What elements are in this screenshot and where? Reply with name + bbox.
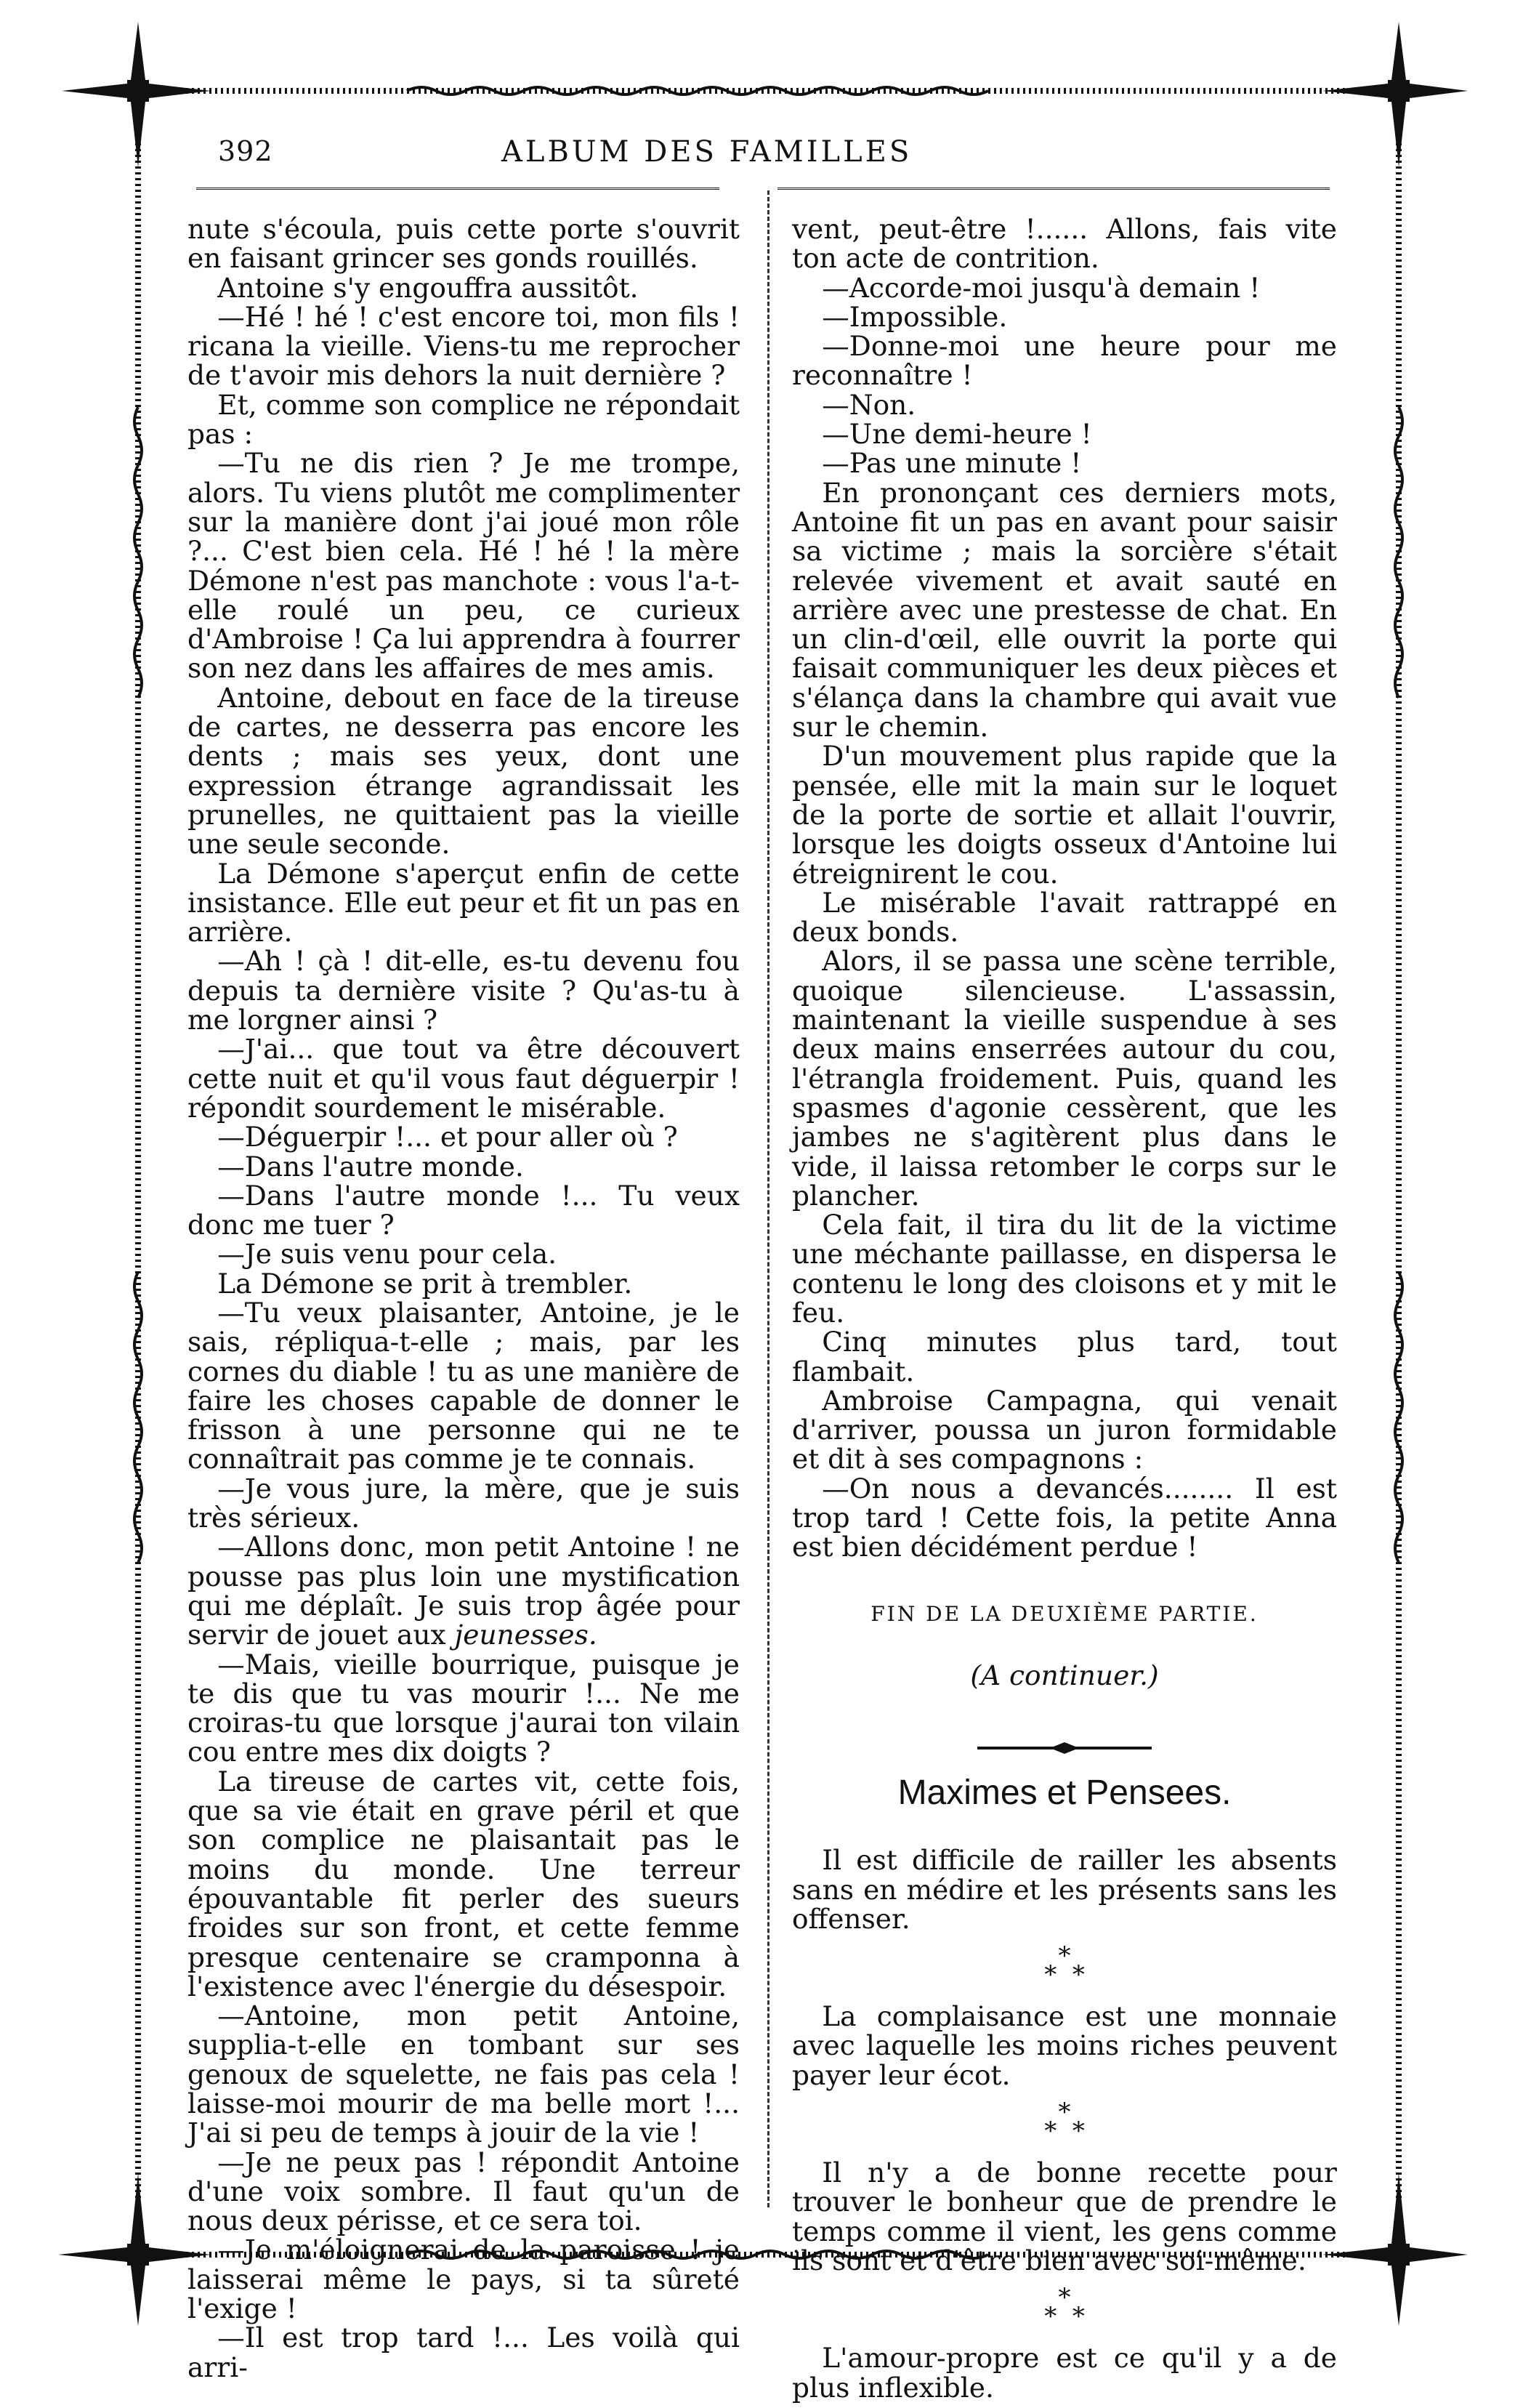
section-title: Maximes et Pensees. [897, 1773, 1232, 1813]
maxim: L'amour-propre est ce qu'il y a de plus inflexible. [792, 2342, 1337, 2404]
paragraph: Ambroise Campagna, qui venait d'arriver, poussa un juron formidable et dit à ses compagnons : [792, 1384, 1337, 1475]
paragraph: —Une demi-heure ! [822, 418, 1092, 451]
paragraph: —Tu veux plaisanter, Antoine, je le sais, répliqua-t-elle ; mais, par les cornes du diable ! tu as une manière de faire les choses capable de donner le frisson à une personne qui ne te connaîtrait pas comme je te connais. [187, 1296, 740, 1475]
page-number: 392 [218, 135, 273, 167]
paragraph: —Donne-moi une heure pour me reconnaître ! [792, 330, 1337, 392]
paragraph: La Démone s'aperçut enfin de cette insistance. Elle eut peur et fit un pas en arrière. [187, 857, 740, 949]
paragraph: Cinq minutes plus tard, tout flambait. [792, 1326, 1337, 1388]
asterism [792, 1941, 1337, 1990]
asterism-star: * [1058, 2283, 1071, 2313]
paragraph: —Ah ! çà ! dit-elle, es-tu devenu fou depuis ta dernière visite ? Qu'as-tu à me lorgner ainsi ? [187, 945, 740, 1036]
paragraph: —Impossible. [822, 300, 1008, 333]
paragraph: Antoine s'y engouffra aussitôt. [217, 271, 639, 304]
right-column [792, 214, 1337, 2408]
paragraph-text: —Allons donc, mon petit Antoine ! ne pousse pas plus loin une mystification qui me déplaît. Je suis trop âgée pour servir de jouet aux [187, 1531, 740, 1651]
left-column [187, 214, 740, 2382]
paragraph: —Dans l'autre monde !... Tu veux donc me tuer ? [187, 1179, 740, 1241]
paragraph: —Déguerpir !... et pour aller où ? [217, 1121, 678, 1153]
running-title: ALBUM DES FAMILLES [501, 135, 913, 169]
paragraph: —Je ne peux pas ! répondit Antoine d'une voix sombre. Il faut qu'un de nous deux périsse, et ce sera toi. [187, 2146, 740, 2237]
paragraph: vent, peut-être !...... Allons, fais vite ton acte de contrition. [792, 213, 1337, 275]
paragraph: —Dans l'autre monde. [217, 1150, 524, 1183]
to-be-continued: (A continuer.) [970, 1659, 1159, 1691]
maxim: Il est difficile de railler les absents sans en médire et les présents sans les offenser. [792, 1844, 1337, 1935]
paragraph: Alors, il se passa une scène terrible, quoique silencieuse. L'assassin, maintenant la vieille suspendue à ses deux mains enserrées autour du cou, l'étrangla froidement. Puis, quand les spasmes d'agonie cessèrent, que les jambes ne s'agitèrent plus dans le vide, il laissa retomber le corps sur le plancher. [792, 945, 1337, 1212]
corner-ornament-top-left [62, 22, 211, 167]
header-rule-left [196, 188, 719, 190]
paragraph: Et, comme son complice ne répondait pas : [187, 388, 740, 451]
paragraph: —Antoine, mon petit Antoine, supplia-t-elle en tombant sur ses genoux de squelette, ne fais pas cela ! laisse-moi mourir de ma belle mort !... J'ai si peu de temps à jouir de la vie ! [187, 2000, 740, 2149]
paragraph: —Il est trop tard !... Les voilà qui arri- [187, 2322, 740, 2383]
section-divider-ornament [977, 1741, 1152, 1755]
paragraph: —Non. [822, 388, 916, 421]
paragraph [187, 1532, 740, 1649]
asterism-stars: * * [1044, 2302, 1085, 2332]
asterism-star: * [1058, 1941, 1071, 1971]
asterism-stars: * * [1044, 1960, 1085, 1990]
header-rule-right [777, 188, 1330, 190]
paragraph: —Je suis venu pour cela. [217, 1238, 557, 1271]
paragraph: Antoine, debout en face de la tireuse de cartes, ne desserra pas encore les dents ; mais ses yeux, dont une expression étrange agrandissait les prunelles, ne quittaient pas la vieille une seule seconde. [187, 681, 740, 861]
paragraph: —Mais, vieille bourrique, puisque je te dis que tu vas mourir !... Ne me croiras-tu que lorsque j'aurai ton vilain cou entre mes dix doigts ? [187, 1648, 740, 1768]
paragraph: Le misérable l'avait rattrappé en deux bonds. [792, 886, 1337, 949]
column-divider [767, 190, 769, 2207]
asterism-stars: * * [1044, 2117, 1085, 2146]
paragraph: —Accorde-moi jusqu'à demain ! [822, 271, 1261, 304]
paragraph: En prononçant ces derniers mots, Antoine fit un pas en avant pour saisir sa victime ; mais la sorcière s'était relevée vivement et avait sauté en arrière avec une prestesse de chat. En un clin-d'œil, elle ouvrit la porte qui faisait communiquer les deux pièces et s'élança dans la chambre qui avait vue sur le chemin. [792, 476, 1337, 744]
paragraph: La Démone se prit à trembler. [217, 1267, 633, 1300]
corner-ornament-bottom-right [1322, 2173, 1468, 2326]
paragraph: La tireuse de cartes vit, cette fois, que sa vie était en grave péril et que son complice ne plaisantait pas le moins du monde. Une terreur épouvantable fit perler des sueurs froides sur son front, et cette femme presque centenaire se cramponna à l'existence avec l'énergie du désespoir. [187, 1765, 740, 2002]
paragraph: —J'ai... que tout va être découvert cette nuit et qu'il vous faut déguerpir ! répondit sourdement le misérable. [187, 1033, 740, 1124]
paragraph: —Je m'éloignerai de la paroisse ! je laisserai même le pays, si ta sûreté l'exige ! [187, 2234, 740, 2325]
italic-word: jeunesses. [454, 1619, 597, 1651]
maxim: Il n'y a de bonne recette pour trouver le bonheur que de prendre le temps comme il vient, les gens comme ils sont et d'être bien avec soi-même. [792, 2157, 1337, 2276]
paragraph: nute s'écoula, puis cette porte s'ouvrit en faisant grincer ses gonds rouillés. [187, 213, 740, 275]
asterism [792, 2098, 1337, 2146]
part-end-label: FIN DE LA DEUXIÈME PARTIE. [870, 1601, 1259, 1626]
paragraph: —Je vous jure, la mère, que je suis très sérieux. [187, 1472, 740, 1534]
asterism [792, 2283, 1337, 2332]
paragraph: D'un mouvement plus rapide que la pensée, elle mit la main sur le loquet de la porte de sortie et allait l'ouvrir, lorsque les doigts osseux d'Antoine lui étreignirent le cou. [792, 740, 1337, 890]
asterism-star: * [1058, 2098, 1071, 2127]
paragraph: —On nous a devancés........ Il est trop tard ! Cette fois, la petite Anna est bien décidément perdue ! [792, 1472, 1337, 1563]
maxim: La complaisance est une monnaie avec laquelle les moins riches peuvent payer leur écot. [792, 2000, 1337, 2091]
paragraph: —Hé ! hé ! c'est encore toi, mon fils ! ricana la vieille. Viens-tu me reprocher de t'avoir mis dehors la nuit dernière ? [187, 300, 740, 392]
corner-ornament-top-right [1322, 22, 1468, 167]
paragraph: —Tu ne dis rien ? Je me trompe, alors. Tu viens plutôt me complimenter sur la manière dont j'ai joué mon rôle ?... C'est bien cela. Hé ! hé ! la mère Démone n'est pas manchote : vous l'a-t-elle roulé un peu, ce curieux d'Ambroise ! Ça lui apprendra à fourrer son nez dans les affaires de mes amis. [187, 447, 740, 685]
paragraph: Cela fait, il tira du lit de la victime une méchante paillasse, en dispersa le contenu le long des cloisons et y mit le feu. [792, 1209, 1337, 1329]
paragraph: —Pas une minute ! [822, 447, 1082, 480]
